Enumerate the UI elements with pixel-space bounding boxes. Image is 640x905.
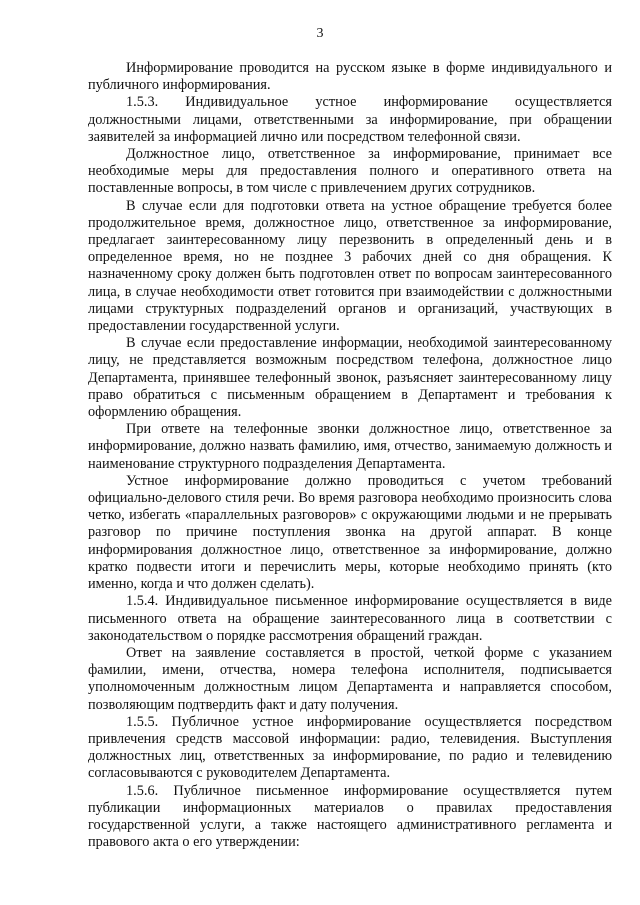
paragraph: В случае если предоставление информации, необходимой заинтересованному лицу, не представляется возможным посредством телефона, должностное лицо Департамента, принявшее телефонный звонок, разъясняет заинтересованному лицу право обратиться с письменным обращением в Департамент и требования к оформлению обращения.: [88, 335, 612, 421]
paragraph: Должностное лицо, ответственное за информирование, принимает все необходимые меры для предоставления полного и оперативного ответа на поставленные вопросы, в том числе с привлечением других сотрудников.: [88, 146, 612, 197]
paragraph: 1.5.5. Публичное устное информирование осуществляется посредством привлечения средств массовой информации: радио, телевидения. Выступления должностных лиц, ответственных за информирование, по радио и телевидению согласовываются с руководителем Департамента.: [88, 713, 612, 782]
paragraph: При ответе на телефонные звонки должностное лицо, ответственное за информирование, должно назвать фамилию, имя, отчество, занимаемую должность и наименование структурного подразделения Департамента.: [88, 421, 612, 472]
paragraph: Устное информирование должно проводиться с учетом требований официально-делового стиля речи. Во время разговора необходимо произносить слова четко, избегать «параллельных разговоров» с окружающими людьми и не прерывать разговор по причине поступления звонка на другой аппарат. В конце информирования должностное лицо, ответственное за информирование, должно кратко подвести итоги и перечислить меры, которые необходимо принять (кто именно, когда и что должен сделать).: [88, 472, 612, 593]
page-number: 3: [316, 26, 324, 41]
paragraph: 1.5.6. Публичное письменное информирование осуществляется путем публикации информационных материалов о правилах предоставления государственной услуги, а также настоящего административного регламента и правового акта о его утверждении:: [88, 782, 612, 851]
paragraph: В случае если для подготовки ответа на устное обращение требуется более продолжительное время, должностное лицо, ответственное за информирование, предлагает заинтересованному лицу перезвонить в определенный день и в определенное время, но не позднее 3 рабочих дней со дня обращения. К назначенному сроку должен быть подготовлен ответ по вопросам заинтересованного лица, в случае необходимости ответ готовится при взаимодействии с должностными лицами структурных подразделений органов и организаций, участвующих в предоставлении государственной услуги.: [88, 197, 612, 335]
paragraph: 1.5.4. Индивидуальное письменное информирование осуществляется в виде письменного ответа на обращение заинтересованного лица в соответствии с законодательством о порядке рассмотрения обращений граждан.: [88, 593, 612, 644]
document-body: [88, 60, 612, 851]
paragraph: Ответ на заявление составляется в простой, четкой форме с указанием фамилии, имени, отчества, номера телефона исполнителя, подписывается уполномоченным должностным лицом Департамента и направляется способом, позволяющим подтвердить факт и дату получения.: [88, 644, 612, 713]
paragraph: 1.5.3. Индивидуальное устное информирование осуществляется должностными лицами, ответственными за информирование, при обращении заявителей за информацией лично или посредством телефонной связи.: [88, 94, 612, 145]
paragraph: Информирование проводится на русском языке в форме индивидуального и публичного информирования.: [88, 60, 612, 94]
